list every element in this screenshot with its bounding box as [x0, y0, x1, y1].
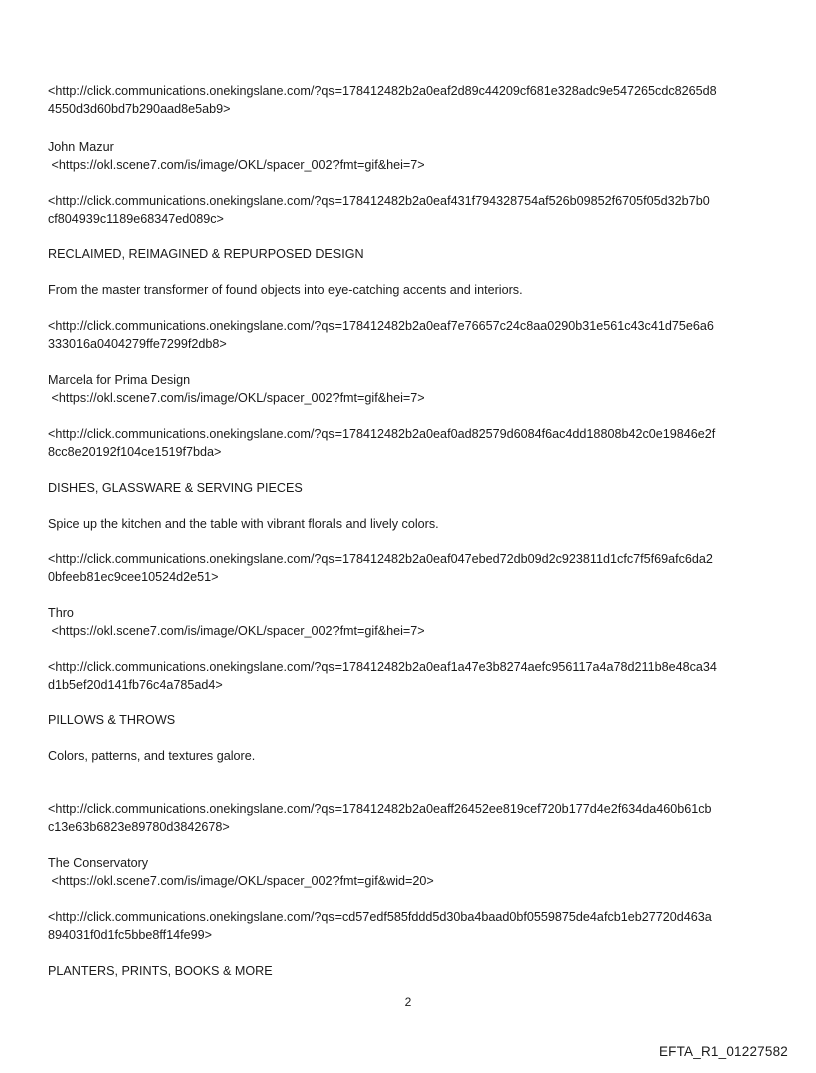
- text-line: c13e63b6823e89780d3842678>: [48, 820, 230, 834]
- designer-name-john-mazur: [48, 138, 778, 156]
- tracking-link-1[interactable]: [48, 82, 778, 118]
- text-line: 894031f0d1fc5bbe8ff14fe99>: [48, 928, 212, 942]
- tracking-link-3[interactable]: [48, 317, 778, 353]
- text-line: PLANTERS, PRINTS, BOOKS & MORE: [48, 964, 273, 978]
- text-line: cf804939c1189e68347ed089c>: [48, 212, 224, 226]
- text-line: <http://click.communications.onekingslane.com/?qs=cd57edf585fddd5d30ba4baad0bf0559875de4afcb1eb27720d463a: [48, 910, 712, 924]
- text-line: <http://click.communications.onekingslane.com/?qs=178412482b2a0eaf0ad82579d6084f6ac4dd18808b42c0e19846e2f: [48, 427, 716, 441]
- text-line: John Mazur: [48, 140, 114, 154]
- page-number: 2: [404, 995, 412, 1009]
- text-line: Thro: [48, 606, 74, 620]
- text-line: <http://click.communications.onekingslane.com/?qs=178412482b2a0eaf2d89c44209cf681e328adc9e547265cdc8265d8: [48, 84, 717, 98]
- designer-name-thro: [48, 604, 778, 622]
- tracking-link-7[interactable]: [48, 800, 778, 836]
- text-line: 4550d3d60bd7b290aad8e5ab9>: [48, 102, 231, 116]
- text-line: From the master transformer of found objects into eye-catching accents and interiors.: [48, 283, 523, 297]
- text-line: <https://okl.scene7.com/is/image/OKL/spacer_002?fmt=gif&hei=7>: [48, 158, 425, 172]
- spacer-image-link-2[interactable]: [48, 389, 778, 407]
- text-line: <http://click.communications.onekingslane.com/?qs=178412482b2a0eaf431f794328754af526b09852f6705f05d32b7b0: [48, 194, 710, 208]
- bates-number: EFTA_R1_01227582: [658, 1044, 788, 1059]
- text-line: d1b5ef20d141fb76c4a785ad4>: [48, 678, 223, 692]
- text-line: PILLOWS & THROWS: [48, 713, 176, 727]
- text-line: 333016a0404279ffe7299f2db8>: [48, 337, 227, 351]
- spacer-image-link-4[interactable]: [48, 872, 778, 890]
- text-line: <https://okl.scene7.com/is/image/OKL/spacer_002?fmt=gif&wid=20>: [48, 874, 434, 888]
- section-description-pillows: [48, 747, 778, 765]
- text-line: 0bfeeb81ec9cee10524d2e51>: [48, 570, 219, 584]
- section-heading-dishes: [48, 479, 778, 497]
- text-line: Marcela for Prima Design: [48, 373, 191, 387]
- section-description-reclaimed: [48, 281, 778, 299]
- text-line: Colors, patterns, and textures galore.: [48, 749, 256, 763]
- text-line: <http://click.communications.onekingslane.com/?qs=178412482b2a0eaff26452ee819cef720b177d4e2f634da460b61cb: [48, 802, 712, 816]
- designer-name-marcela: [48, 371, 778, 389]
- text-line: <http://click.communications.onekingslane.com/?qs=178412482b2a0eaf7e76657c24c8aa0290b31e561c43c41d75e6a6: [48, 319, 714, 333]
- designer-name-conservatory: [48, 854, 778, 872]
- tracking-link-6[interactable]: [48, 658, 778, 694]
- tracking-link-8[interactable]: [48, 908, 778, 944]
- section-heading-reclaimed: [48, 245, 778, 263]
- section-heading-pillows: [48, 711, 778, 729]
- text-line: DISHES, GLASSWARE & SERVING PIECES: [48, 481, 303, 495]
- text-line: <http://click.communications.onekingslane.com/?qs=178412482b2a0eaf1a47e3b8274aefc956117a4a78d211b8e48ca34: [48, 660, 717, 674]
- text-line: The Conservatory: [48, 856, 149, 870]
- tracking-link-2[interactable]: [48, 192, 778, 228]
- text-line: <https://okl.scene7.com/is/image/OKL/spacer_002?fmt=gif&hei=7>: [48, 391, 425, 405]
- text-line: RECLAIMED, REIMAGINED & REPURPOSED DESIGN: [48, 247, 364, 261]
- text-line: <http://click.communications.onekingslane.com/?qs=178412482b2a0eaf047ebed72db09d2c923811d1cfc7f5f69afc6da2: [48, 552, 713, 566]
- tracking-link-5[interactable]: [48, 550, 778, 586]
- tracking-link-4[interactable]: [48, 425, 778, 461]
- section-heading-planters: [48, 962, 778, 980]
- spacer-image-link-1[interactable]: [48, 156, 778, 174]
- text-line: Spice up the kitchen and the table with vibrant florals and lively colors.: [48, 517, 439, 531]
- text-line: 8cc8e20192f104ce1519f7bda>: [48, 445, 222, 459]
- section-description-dishes: [48, 515, 778, 533]
- text-line: <https://okl.scene7.com/is/image/OKL/spacer_002?fmt=gif&hei=7>: [48, 624, 425, 638]
- spacer-image-link-3[interactable]: [48, 622, 778, 640]
